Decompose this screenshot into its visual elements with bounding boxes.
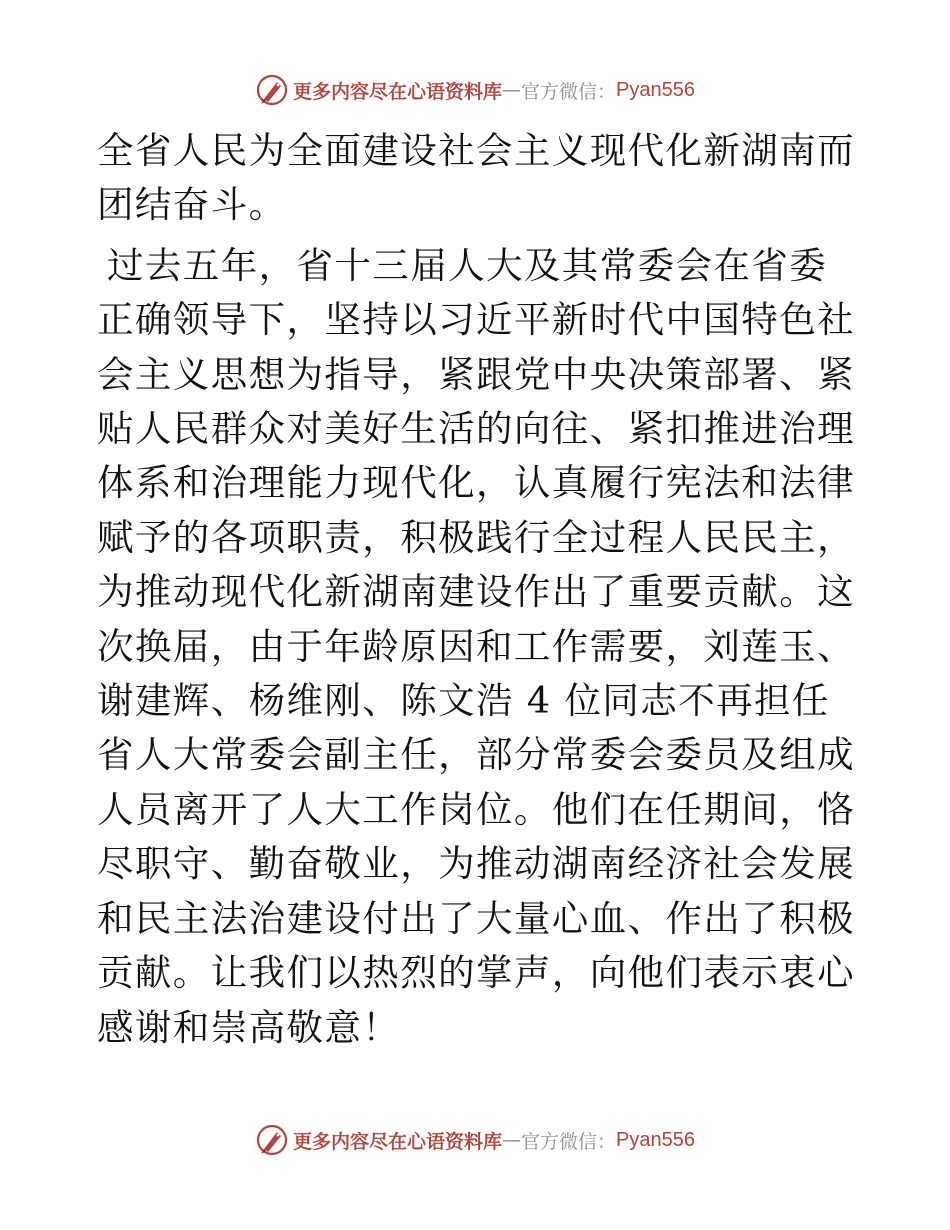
banner-wechat-label: 官方微信：	[521, 1130, 617, 1153]
banner-wechat-id: Pyan556	[616, 1128, 695, 1151]
banner-separator: —	[502, 1129, 522, 1151]
paragraph: 过去五年，省十三届人大及其常委会在省委正确领导下，坚持以习近平新时代中国特色社会主义思想为指导，紧跟党中央决策部署、紧贴人民群众对美好生活的向往、紧扣推进治理体系和治理能力现代化，认真履行宪法和法律赋予的各项职责，积极践行全过程人民民主，为推动现代化新湖南建设作出了重要贡献。这次换届，由于年龄原因和工作需要，刘莲玉、谢建辉、杨维刚、陈文浩 4 位同志不再担任省人大常委会副主任，部分常委会委员及组成人员离开了人大工作岗位。他们在任期间，恪尽职守、勤奋敬业，为推动湖南经济社会发展和民主法治建设付出了大量心血、作出了积极贡献。让我们以热烈的掌声，向他们表示衷心感谢和崇高敬意！	[97, 243, 855, 1049]
pen-nib-icon	[255, 1123, 289, 1157]
paragraph: 全省人民为全面建设社会主义现代化新湖南而团结奋斗。	[97, 129, 855, 227]
header-banner	[0, 70, 950, 110]
banner-link-text[interactable]: 更多内容尽在心语资料库	[293, 80, 503, 103]
banner-wechat-label: 官方微信：	[521, 80, 617, 103]
document-body	[97, 124, 857, 1055]
banner-wechat-id: Pyan556	[616, 78, 695, 101]
footer-banner	[0, 1120, 950, 1160]
banner-link-text[interactable]: 更多内容尽在心语资料库	[293, 1130, 503, 1153]
banner-separator: —	[502, 79, 522, 101]
pen-nib-icon	[255, 73, 289, 107]
